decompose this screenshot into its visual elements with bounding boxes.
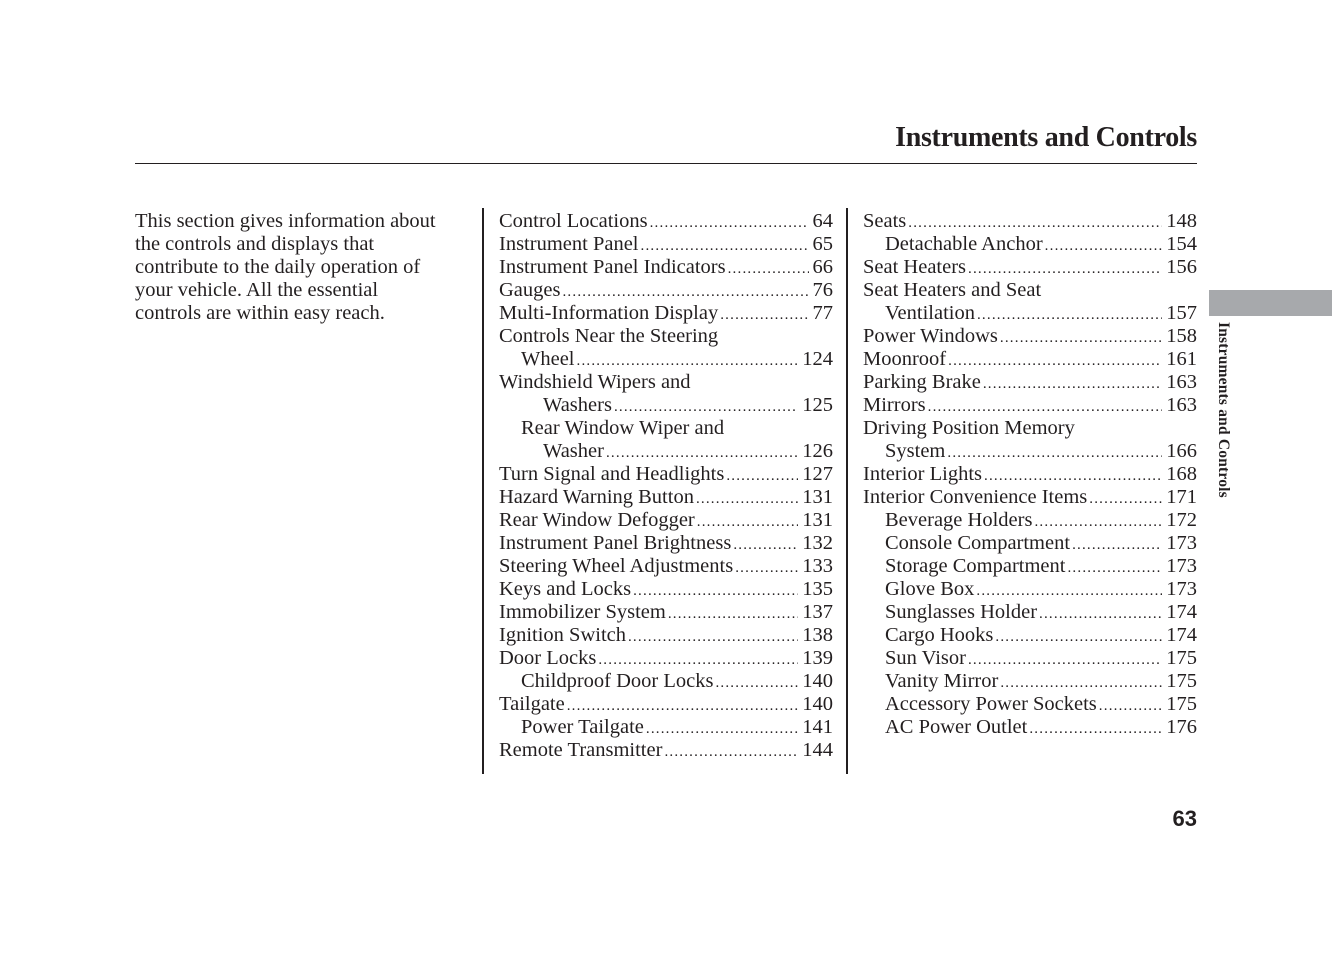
toc-dot-leader <box>614 396 798 419</box>
toc-entry-page: 171 <box>1166 486 1197 508</box>
toc-dot-leader <box>696 488 798 511</box>
toc-entry <box>499 440 833 463</box>
toc-dot-leader <box>735 557 798 580</box>
toc-entry-label: Childproof Door Locks <box>521 670 714 692</box>
toc-dot-leader <box>976 580 1162 603</box>
toc-dot-leader <box>567 695 799 718</box>
toc-entry-page: 172 <box>1166 509 1197 531</box>
toc-entry-page: 132 <box>802 532 833 554</box>
toc-entry-label: Vanity Mirror <box>885 670 999 692</box>
toc-entry-label: Washer <box>543 440 604 462</box>
toc-entry-label: Beverage Holders <box>885 509 1033 531</box>
toc-dot-leader <box>995 626 1162 649</box>
toc-entry <box>863 394 1197 417</box>
toc-dot-leader <box>628 626 798 649</box>
toc-entry <box>863 693 1197 716</box>
toc-entry <box>499 417 833 440</box>
toc-dot-leader <box>1045 235 1163 258</box>
toc-entry <box>499 647 833 670</box>
toc-entry <box>499 233 833 256</box>
toc-entry-label: Windshield Wipers and <box>499 371 691 393</box>
toc-entry-label: Ignition Switch <box>499 624 626 646</box>
toc-entry-page: 141 <box>802 716 833 738</box>
toc-entry-label: Power Tailgate <box>521 716 644 738</box>
toc-entry-label: Interior Convenience Items <box>863 486 1088 508</box>
toc-entry-label: Storage Compartment <box>885 555 1066 577</box>
toc-entry-page: 66 <box>812 256 833 278</box>
toc-entry-label: Sun Visor <box>885 647 966 669</box>
toc-entry-label: Wheel <box>521 348 575 370</box>
section-side-tab <box>1209 290 1332 316</box>
column-divider <box>846 208 848 774</box>
toc-entry-page: 174 <box>1166 601 1197 623</box>
toc-entry-page: 133 <box>802 555 833 577</box>
toc-entry-page: 156 <box>1166 256 1197 278</box>
toc-entry-page: 140 <box>802 693 833 715</box>
toc-entry <box>863 624 1197 647</box>
toc-entry-label: Turn Signal and Headlights <box>499 463 725 485</box>
toc-entry-label: Steering Wheel Adjustments <box>499 555 734 577</box>
toc-dot-leader <box>1099 695 1162 718</box>
toc-entry <box>499 325 833 348</box>
toc-entry-label: Instrument Panel Brightness <box>499 532 732 554</box>
toc-entry-label: Seat Heaters <box>863 256 967 278</box>
toc-entry-page: 65 <box>812 233 833 255</box>
toc-dot-leader <box>968 258 1162 281</box>
toc-entry-label: Detachable Anchor <box>885 233 1043 255</box>
page-title: Instruments and Controls <box>895 122 1197 153</box>
toc-dot-leader <box>697 511 798 534</box>
toc-dot-leader <box>720 304 808 327</box>
toc-entry-page: 158 <box>1166 325 1197 347</box>
toc-entry-label: Interior Lights <box>863 463 982 485</box>
toc-entry <box>499 463 833 486</box>
toc-entry-page: 126 <box>802 440 833 462</box>
page-number: 63 <box>1172 806 1197 831</box>
toc-entry-page: 175 <box>1166 670 1197 692</box>
toc-entry <box>863 716 1197 739</box>
toc-dot-leader <box>726 465 798 488</box>
toc-dot-leader <box>733 534 798 557</box>
toc-dot-leader <box>633 580 798 603</box>
intro-line: controls are within easy reach. <box>135 302 385 324</box>
toc-entry-page: 161 <box>1166 348 1197 370</box>
toc-entry-label: System <box>885 440 946 462</box>
toc-entry-page: 124 <box>802 348 833 370</box>
toc-entry <box>863 210 1197 233</box>
toc-entry <box>499 601 833 624</box>
toc-entry-label: Glove Box <box>885 578 975 600</box>
toc-entry-label: Power Windows <box>863 325 998 347</box>
toc-entry-page: 135 <box>802 578 833 600</box>
toc-entry-label: Seat Heaters and Seat <box>863 279 1042 301</box>
toc-entry-page: 157 <box>1166 302 1197 324</box>
toc-entry <box>499 716 833 739</box>
toc-dot-leader <box>668 603 798 626</box>
toc-entry-page: 131 <box>802 486 833 508</box>
toc-dot-leader <box>928 396 1163 419</box>
toc-entry <box>499 256 833 279</box>
intro-line: This section gives information about <box>135 210 436 232</box>
toc-entry <box>499 555 833 578</box>
side-tab-label: Instruments and Controls <box>1215 322 1232 498</box>
toc-entry <box>499 210 833 233</box>
toc-entry <box>863 233 1197 256</box>
toc-entry-page: 77 <box>812 302 833 324</box>
toc-entry <box>863 555 1197 578</box>
toc-dot-leader <box>984 465 1162 488</box>
toc-entry <box>499 371 833 394</box>
toc-entry-label: Remote Transmitter <box>499 739 663 761</box>
toc-dot-leader <box>948 350 1162 373</box>
column-divider <box>482 208 484 774</box>
toc-entry-page: 163 <box>1166 371 1197 393</box>
toc-entry <box>499 578 833 601</box>
toc-dot-leader <box>577 350 799 373</box>
toc-entry-page: 138 <box>802 624 833 646</box>
toc-entry <box>863 325 1197 348</box>
toc-entry-label: Instrument Panel Indicators <box>499 256 726 278</box>
toc-entry-label: Hazard Warning Button <box>499 486 694 508</box>
toc-entry-page: 144 <box>802 739 833 761</box>
toc-dot-leader <box>908 212 1162 235</box>
toc-entry-page: 166 <box>1166 440 1197 462</box>
toc-entry-label: Ventilation <box>885 302 975 324</box>
toc-entry <box>499 670 833 693</box>
toc-entry-page: 173 <box>1166 578 1197 600</box>
toc-entry <box>863 647 1197 670</box>
toc-entry <box>499 486 833 509</box>
toc-column-right <box>863 210 1197 739</box>
toc-dot-leader <box>1034 511 1162 534</box>
toc-entry-page: 148 <box>1166 210 1197 232</box>
toc-entry-page: 137 <box>802 601 833 623</box>
toc-dot-leader <box>664 741 798 764</box>
toc-dot-leader <box>1089 488 1162 511</box>
toc-entry <box>863 348 1197 371</box>
toc-entry-page: 168 <box>1166 463 1197 485</box>
toc-entry-page: 127 <box>802 463 833 485</box>
toc-dot-leader <box>1039 603 1162 626</box>
toc-entry-label: Door Locks <box>499 647 597 669</box>
toc-entry-label: Controls Near the Steering <box>499 325 719 347</box>
toc-dot-leader <box>562 281 808 304</box>
toc-entry-label: AC Power Outlet <box>885 716 1028 738</box>
toc-entry-page: 131 <box>802 509 833 531</box>
toc-entry-label: Accessory Power Sockets <box>885 693 1097 715</box>
toc-dot-leader <box>598 649 798 672</box>
toc-dot-leader <box>1072 534 1162 557</box>
toc-entry <box>499 348 833 371</box>
toc-entry-label: Multi-Information Display <box>499 302 719 324</box>
toc-entry <box>863 440 1197 463</box>
toc-entry <box>863 417 1197 440</box>
toc-entry <box>863 670 1197 693</box>
toc-dot-leader <box>968 649 1162 672</box>
toc-entry-page: 174 <box>1166 624 1197 646</box>
toc-entry-label: Immobilizer System <box>499 601 666 623</box>
toc-entry-page: 173 <box>1166 532 1197 554</box>
toc-entry-label: Rear Window Defogger <box>499 509 695 531</box>
toc-entry-page: 125 <box>802 394 833 416</box>
toc-dot-leader <box>728 258 809 281</box>
toc-entry-label: Parking Brake <box>863 371 981 393</box>
toc-entry-label: Sunglasses Holder <box>885 601 1038 623</box>
toc-entry-label: Keys and Locks <box>499 578 632 600</box>
toc-entry <box>499 302 833 325</box>
toc-entry <box>863 279 1197 302</box>
toc-dot-leader <box>606 442 798 465</box>
toc-entry-label: Washers <box>543 394 612 416</box>
toc-dot-leader <box>947 442 1162 465</box>
toc-dot-leader <box>1067 557 1162 580</box>
intro-line: the controls and displays that <box>135 233 375 255</box>
toc-entry-page: 175 <box>1166 693 1197 715</box>
toc-entry <box>863 486 1197 509</box>
intro-line: contribute to the daily operation of <box>135 256 421 278</box>
intro-line: your vehicle. All the essential <box>135 279 379 301</box>
toc-entry <box>499 693 833 716</box>
toc-dot-leader <box>1000 672 1162 695</box>
toc-entry-page: 76 <box>812 279 833 301</box>
intro-paragraph <box>135 210 470 325</box>
toc-entry-label: Rear Window Wiper and <box>521 417 725 439</box>
toc-dot-leader <box>977 304 1162 327</box>
toc-entry-label: Seats <box>863 210 907 232</box>
toc-entry <box>863 601 1197 624</box>
toc-column-left <box>499 210 833 762</box>
toc-dot-leader <box>1000 327 1162 350</box>
toc-entry <box>863 532 1197 555</box>
toc-dot-leader <box>715 672 798 695</box>
toc-entry-label: Cargo Hooks <box>885 624 994 646</box>
toc-entry <box>863 256 1197 279</box>
title-rule <box>135 163 1197 164</box>
toc-entry-label: Gauges <box>499 279 561 301</box>
toc-entry <box>863 509 1197 532</box>
toc-entry-label: Moonroof <box>863 348 947 370</box>
toc-entry-page: 140 <box>802 670 833 692</box>
toc-dot-leader <box>650 212 809 235</box>
toc-entry-label: Tailgate <box>499 693 565 715</box>
toc-entry-label: Control Locations <box>499 210 648 232</box>
toc-entry-page: 176 <box>1166 716 1197 738</box>
toc-entry-page: 64 <box>812 210 833 232</box>
toc-entry <box>499 394 833 417</box>
toc-dot-leader <box>646 718 798 741</box>
toc-entry-label: Mirrors <box>863 394 926 416</box>
toc-dot-leader <box>983 373 1162 396</box>
toc-entry-label: Console Compartment <box>885 532 1071 554</box>
toc-entry-page: 175 <box>1166 647 1197 669</box>
toc-entry <box>863 302 1197 325</box>
toc-entry-page: 173 <box>1166 555 1197 577</box>
toc-entry <box>499 279 833 302</box>
toc-entry-page: 139 <box>802 647 833 669</box>
toc-entry <box>863 463 1197 486</box>
toc-entry <box>499 509 833 532</box>
toc-entry <box>499 624 833 647</box>
toc-entry <box>863 578 1197 601</box>
toc-entry <box>499 739 833 762</box>
toc-entry-page: 154 <box>1166 233 1197 255</box>
toc-dot-leader <box>641 235 809 258</box>
toc-entry-page: 163 <box>1166 394 1197 416</box>
toc-entry <box>863 371 1197 394</box>
toc-entry <box>499 532 833 555</box>
toc-dot-leader <box>1029 718 1162 741</box>
toc-entry-label: Instrument Panel <box>499 233 639 255</box>
toc-entry-label: Driving Position Memory <box>863 417 1075 439</box>
